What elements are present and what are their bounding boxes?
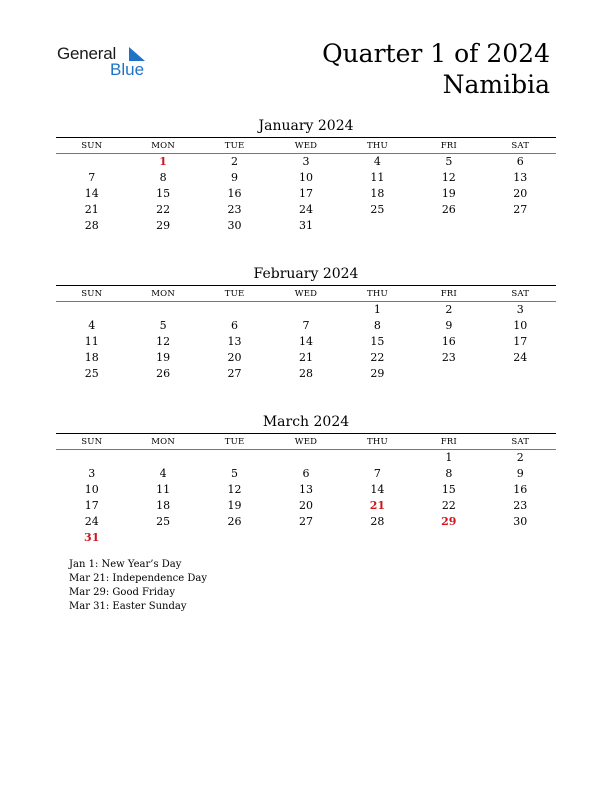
day-cell: 22	[370, 351, 385, 364]
day-cell: 10	[513, 319, 528, 332]
week-row	[56, 334, 556, 350]
day-cell: 8	[159, 171, 167, 184]
day-cell: 3	[516, 303, 524, 316]
day-cell: 24	[298, 203, 313, 216]
day-cell: 5	[445, 155, 453, 168]
day-cell: 30	[513, 515, 528, 528]
day-cell: 11	[156, 483, 171, 496]
weekday-label: TUE	[224, 141, 245, 151]
weekday-label: MON	[151, 141, 175, 151]
day-cell: 3	[302, 155, 310, 168]
day-cell: 12	[227, 483, 242, 496]
weekday-label: THU	[366, 141, 388, 151]
day-cell: 24	[513, 351, 528, 364]
day-cell: 4	[88, 319, 96, 332]
weekday-label: THU	[366, 289, 388, 299]
day-cell: 20	[227, 351, 242, 364]
week-row	[56, 466, 556, 482]
day-cell: 23	[227, 203, 242, 216]
logo-triangle-icon	[123, 47, 147, 61]
weekday-label: THU	[366, 437, 388, 447]
day-cell: 11	[84, 335, 99, 348]
day-cell	[270, 450, 341, 466]
day-cell: 15	[441, 483, 456, 496]
holiday-list	[69, 558, 207, 614]
weekday-label: WED	[294, 289, 318, 299]
holiday-note: Mar 31: Easter Sunday	[69, 601, 187, 612]
day-cell	[485, 366, 556, 382]
day-cell: 29	[156, 219, 171, 232]
day-cell	[199, 302, 270, 318]
weekday-label: WED	[294, 437, 318, 447]
logo-general-text: General	[57, 44, 117, 63]
page-title	[322, 38, 550, 100]
day-cell: 22	[441, 499, 456, 512]
day-cell: 20	[298, 499, 313, 512]
day-cell	[56, 302, 127, 318]
day-cell: 27	[227, 367, 242, 380]
day-cell: 2	[516, 451, 524, 464]
month-title: March 2024	[262, 414, 350, 430]
day-cell: 16	[227, 187, 242, 200]
weekday-label: SUN	[81, 437, 103, 447]
day-cell: 18	[370, 187, 385, 200]
weekday-label: SUN	[81, 141, 103, 151]
day-cell: 5	[159, 319, 167, 332]
day-cell: 8	[445, 467, 453, 480]
holiday-note: Jan 1: New Year’s Day	[69, 559, 182, 570]
day-cell: 19	[156, 351, 171, 364]
day-cell: 16	[513, 483, 528, 496]
day-cell: 2	[445, 303, 453, 316]
day-cell: 13	[227, 335, 242, 348]
month-calendar	[56, 117, 556, 234]
day-cell: 1	[159, 155, 167, 168]
day-cell	[342, 218, 413, 234]
day-cell: 12	[156, 335, 171, 348]
day-cell: 21	[84, 203, 99, 216]
month-calendar	[56, 265, 556, 382]
day-cell: 17	[513, 335, 528, 348]
weekday-header	[56, 287, 556, 301]
day-cell: 9	[516, 467, 524, 480]
day-cell: 19	[441, 187, 456, 200]
day-cell	[127, 302, 198, 318]
weekday-label: FRI	[440, 141, 457, 151]
day-cell: 11	[370, 171, 385, 184]
day-cell: 10	[298, 171, 313, 184]
logo-blue-text: Blue	[110, 60, 145, 79]
quarter-title: Quarter 1 of 2024	[322, 39, 550, 68]
week-row	[56, 498, 556, 514]
day-cell: 12	[441, 171, 456, 184]
week-row	[56, 218, 556, 234]
day-cell: 31	[84, 531, 100, 544]
day-cell: 24	[84, 515, 99, 528]
day-cell: 13	[298, 483, 313, 496]
day-cell: 28	[298, 367, 313, 380]
day-cell	[485, 218, 556, 234]
day-cell: 20	[513, 187, 528, 200]
week-row	[56, 482, 556, 498]
day-cell: 2	[231, 155, 239, 168]
day-cell: 30	[227, 219, 242, 232]
day-cell	[270, 530, 341, 546]
day-cell: 31	[298, 219, 313, 232]
weekday-header	[56, 435, 556, 449]
day-cell: 7	[373, 467, 381, 480]
week-row	[56, 350, 556, 366]
day-cell: 28	[84, 219, 99, 232]
week-row	[56, 186, 556, 202]
day-cell: 25	[370, 203, 385, 216]
generalblue-logo	[57, 44, 157, 84]
day-cell: 26	[156, 367, 171, 380]
day-cell: 6	[231, 319, 239, 332]
weekday-label: SAT	[511, 289, 530, 299]
day-cell: 9	[231, 171, 239, 184]
day-cell: 26	[441, 203, 456, 216]
day-cell	[199, 530, 270, 546]
week-row	[56, 170, 556, 186]
day-cell: 8	[373, 319, 381, 332]
day-cell: 22	[156, 203, 171, 216]
day-cell: 7	[302, 319, 310, 332]
day-cell: 21	[369, 499, 386, 512]
weekday-label: FRI	[440, 437, 457, 447]
day-cell	[413, 218, 484, 234]
day-cell: 25	[156, 515, 171, 528]
holiday-note: Mar 21: Independence Day	[69, 573, 207, 584]
day-cell	[199, 450, 270, 466]
week-row	[56, 202, 556, 218]
weekday-label: TUE	[224, 437, 245, 447]
day-cell	[342, 450, 413, 466]
day-cell: 1	[445, 451, 453, 464]
month-calendar	[56, 413, 556, 546]
day-cell: 23	[441, 351, 456, 364]
day-cell	[270, 302, 341, 318]
day-cell: 3	[88, 467, 96, 480]
day-cell: 29	[370, 367, 385, 380]
week-row	[56, 154, 556, 170]
day-cell: 4	[159, 467, 167, 480]
month-title: January 2024	[258, 118, 354, 134]
day-cell: 17	[298, 187, 313, 200]
weekday-label: TUE	[224, 289, 245, 299]
day-cell: 4	[373, 155, 381, 168]
day-cell: 18	[156, 499, 171, 512]
day-cell: 27	[513, 203, 528, 216]
month-rule	[56, 433, 556, 434]
weekday-label: SUN	[81, 289, 103, 299]
day-cell: 14	[370, 483, 385, 496]
weekday-label: SAT	[511, 437, 530, 447]
day-cell: 17	[84, 499, 99, 512]
day-cell: 29	[441, 515, 457, 528]
day-cell: 19	[227, 499, 242, 512]
day-cell: 21	[298, 351, 313, 364]
weekday-label: MON	[151, 437, 175, 447]
day-cell	[485, 530, 556, 546]
month-title: February 2024	[253, 266, 359, 282]
week-row	[56, 530, 556, 546]
day-cell	[413, 366, 484, 382]
day-cell: 15	[156, 187, 171, 200]
day-cell: 9	[445, 319, 453, 332]
day-cell	[413, 530, 484, 546]
day-cell	[127, 450, 198, 466]
country-name: Namibia	[442, 70, 550, 99]
day-cell	[127, 530, 198, 546]
day-cell: 16	[441, 335, 456, 348]
day-cell: 23	[513, 499, 528, 512]
month-rule	[56, 285, 556, 286]
weekday-label: FRI	[440, 289, 457, 299]
day-cell: 6	[302, 467, 310, 480]
day-cell: 15	[370, 335, 385, 348]
day-cell: 10	[84, 483, 99, 496]
month-rule	[56, 137, 556, 138]
day-cell: 5	[231, 467, 239, 480]
day-cell	[56, 154, 127, 170]
week-row	[56, 302, 556, 318]
weekday-header	[56, 139, 556, 153]
weekday-label: SAT	[511, 141, 530, 151]
weekday-label: MON	[151, 289, 175, 299]
day-cell: 13	[513, 171, 528, 184]
day-cell	[342, 530, 413, 546]
day-cell	[56, 450, 127, 466]
week-row	[56, 450, 556, 466]
week-row	[56, 366, 556, 382]
day-cell: 26	[227, 515, 242, 528]
day-cell: 27	[298, 515, 313, 528]
weekday-label: WED	[294, 141, 318, 151]
day-cell: 14	[298, 335, 313, 348]
day-cell: 1	[373, 303, 381, 316]
day-cell: 14	[84, 187, 99, 200]
day-cell: 25	[84, 367, 99, 380]
week-row	[56, 514, 556, 530]
week-row	[56, 318, 556, 334]
day-cell: 6	[516, 155, 524, 168]
holiday-note: Mar 29: Good Friday	[69, 587, 175, 598]
day-cell: 7	[88, 171, 96, 184]
day-cell: 18	[84, 351, 99, 364]
day-cell: 28	[370, 515, 385, 528]
